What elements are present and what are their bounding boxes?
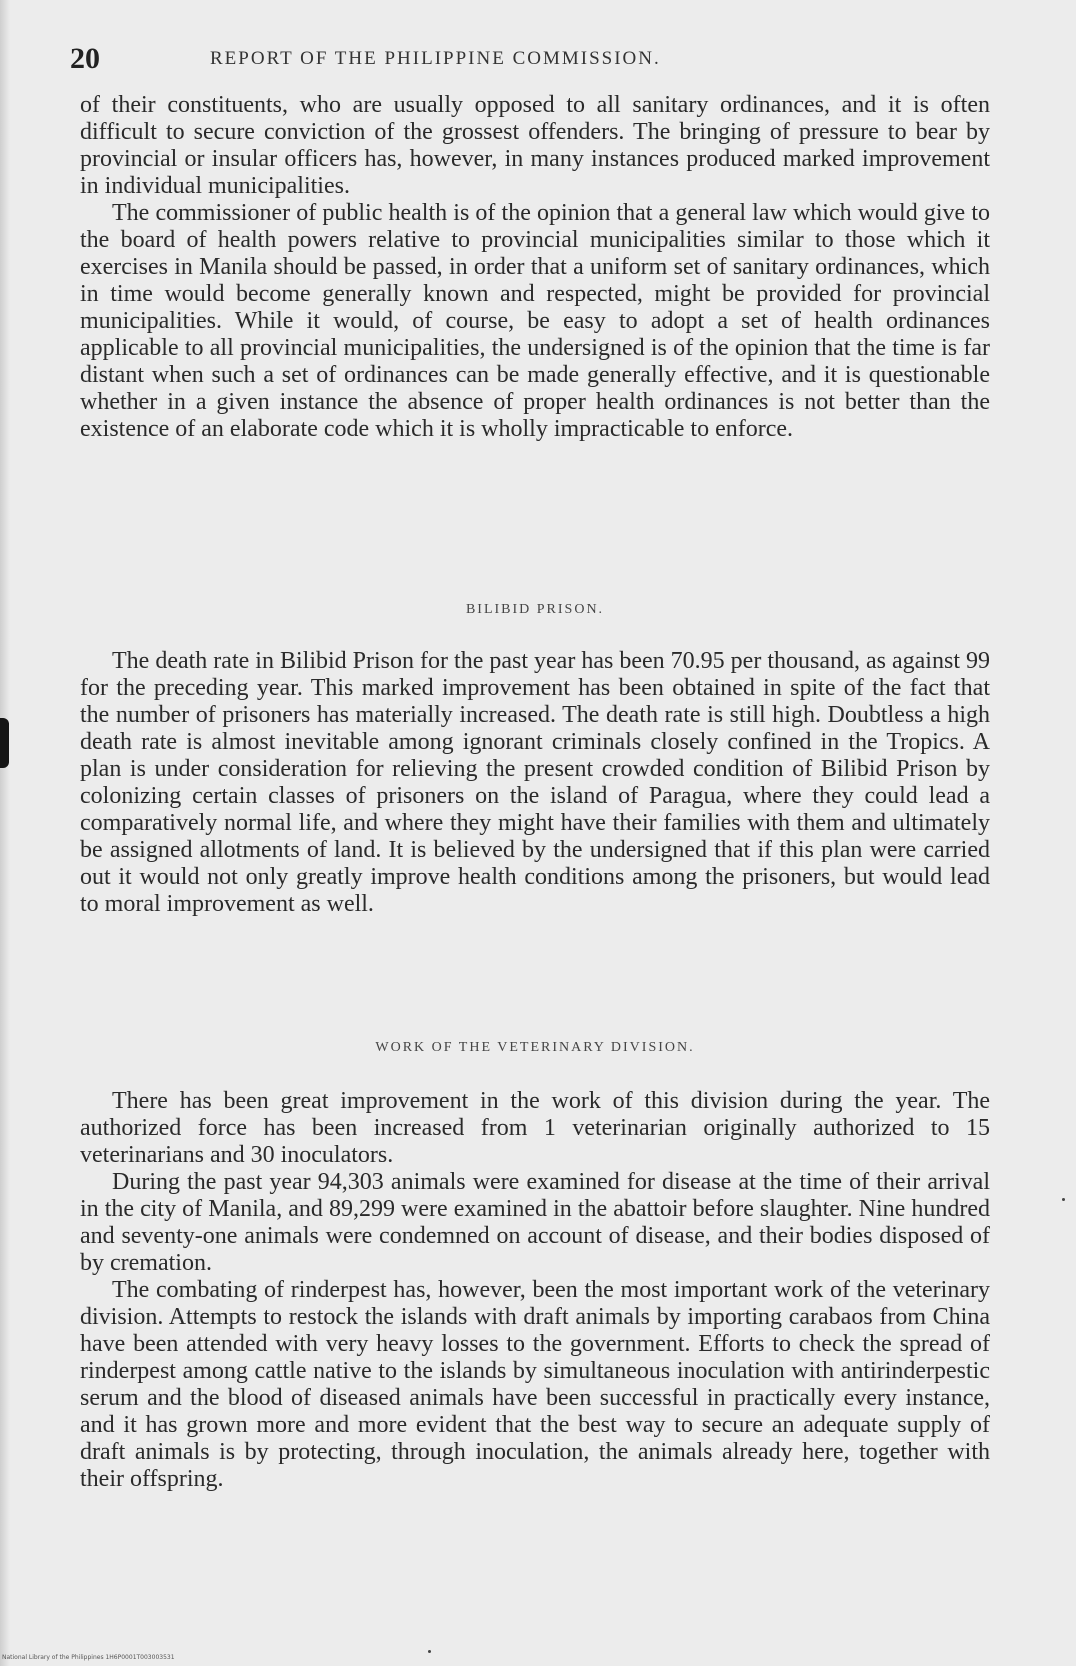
bilibid-prison-text	[80, 648, 990, 918]
scan-speck	[428, 1650, 431, 1653]
paragraph-veterinary-force: There has been great improvement in the work of this division during the year. The authorized force has been increased from 1 veterinarian originally authorized to 15 veterinarians and 30 inoculators.	[80, 1088, 990, 1168]
page-number: 20	[70, 42, 100, 75]
scan-mark	[0, 718, 9, 768]
heading-veterinary-division: WORK OF THE VETERINARY DIVISION.	[375, 1040, 695, 1055]
paragraph-continued: of their constituents, who are usually opposed to all sanitary ordinances, and it is often difficult to secure conviction of the grossest offenders. The bringing of pressure to bear by provincial or insular officers has, however, in many instances produced marked improvement in individual municipalities.	[80, 92, 990, 199]
heading-bilibid-prison: BILIBID PRISON.	[465, 602, 605, 617]
footer-archive-note: National Library of the Philippines 1H6P0001T003003531	[2, 1654, 175, 1661]
paragraph-rinderpest: The combating of rinderpest has, however, been the most important work of the veterinary division. Attempts to restock the islands with draft animals by importing carabaos from China have been attended with very heavy losses to the government. Efforts to check the spread of rinderpest among cattle native to the islands by simultaneous inoculation with antirinderpestic serum and the blood of diseased animals have been successful in practically every instance, and it has grown more and more evident that the best way to secure an adequate supply of draft animals is by protecting, through inoculation, the animals already here, together with their offspring.	[80, 1277, 990, 1492]
veterinary-division-text	[80, 1088, 990, 1493]
opening-text	[80, 92, 990, 443]
paragraph-bilibid-death-rate: The death rate in Bilibid Prison for the past year has been 70.95 per thousand, as against 99 for the preceding year. This marked improvement has been obtained in spite of the fact that the number of prisoners has materially increased. The death rate is still high. Doubtless a high death rate is almost inevitable among ignorant criminals closely confined in the Tropics. A plan is under consideration for relieving the present crowded condition of Bilibid Prison by colonizing certain classes of prisoners on the island of Paragua, where they could lead a comparatively normal life, and where they might have their families with them and ultimately be assigned allotments of land. It is believed by the undersigned that if this plan were carried out it would not only greatly improve health conditions among the prisoners, but would lead to moral improvement as well.	[80, 648, 990, 917]
binding-edge	[0, 0, 10, 1666]
paragraph-animals-examined: During the past year 94,303 animals were examined for disease at the time of their arrival in the city of Manila, and 89,299 were examined in the abattoir before slaughter. Nine hundred and seventy-one animals were condemned on account of disease, and their bodies disposed of by cremation.	[80, 1169, 990, 1276]
scan-speck	[1062, 1198, 1065, 1201]
page-header	[70, 42, 930, 78]
paragraph-public-health: The commissioner of public health is of the opinion that a general law which would give to the board of health powers relative to provincial municipalities similar to those which it exercises in Manila should be passed, in order that a uniform set of sanitary ordinances, which in time would become generally known and respected, might be provided for provincial municipalities. While it would, of course, be easy to adopt a set of health ordinances applicable to all provincial municipalities, the undersigned is of the opinion that the time is far distant when such a set of ordinances can be made generally effective, and it is questionable whether in a given instance the absence of proper health ordinances is not better than the existence of an elaborate code which it is wholly impracticable to enforce.	[80, 200, 990, 442]
running-head: REPORT OF THE PHILIPPINE COMMISSION.	[210, 48, 661, 69]
